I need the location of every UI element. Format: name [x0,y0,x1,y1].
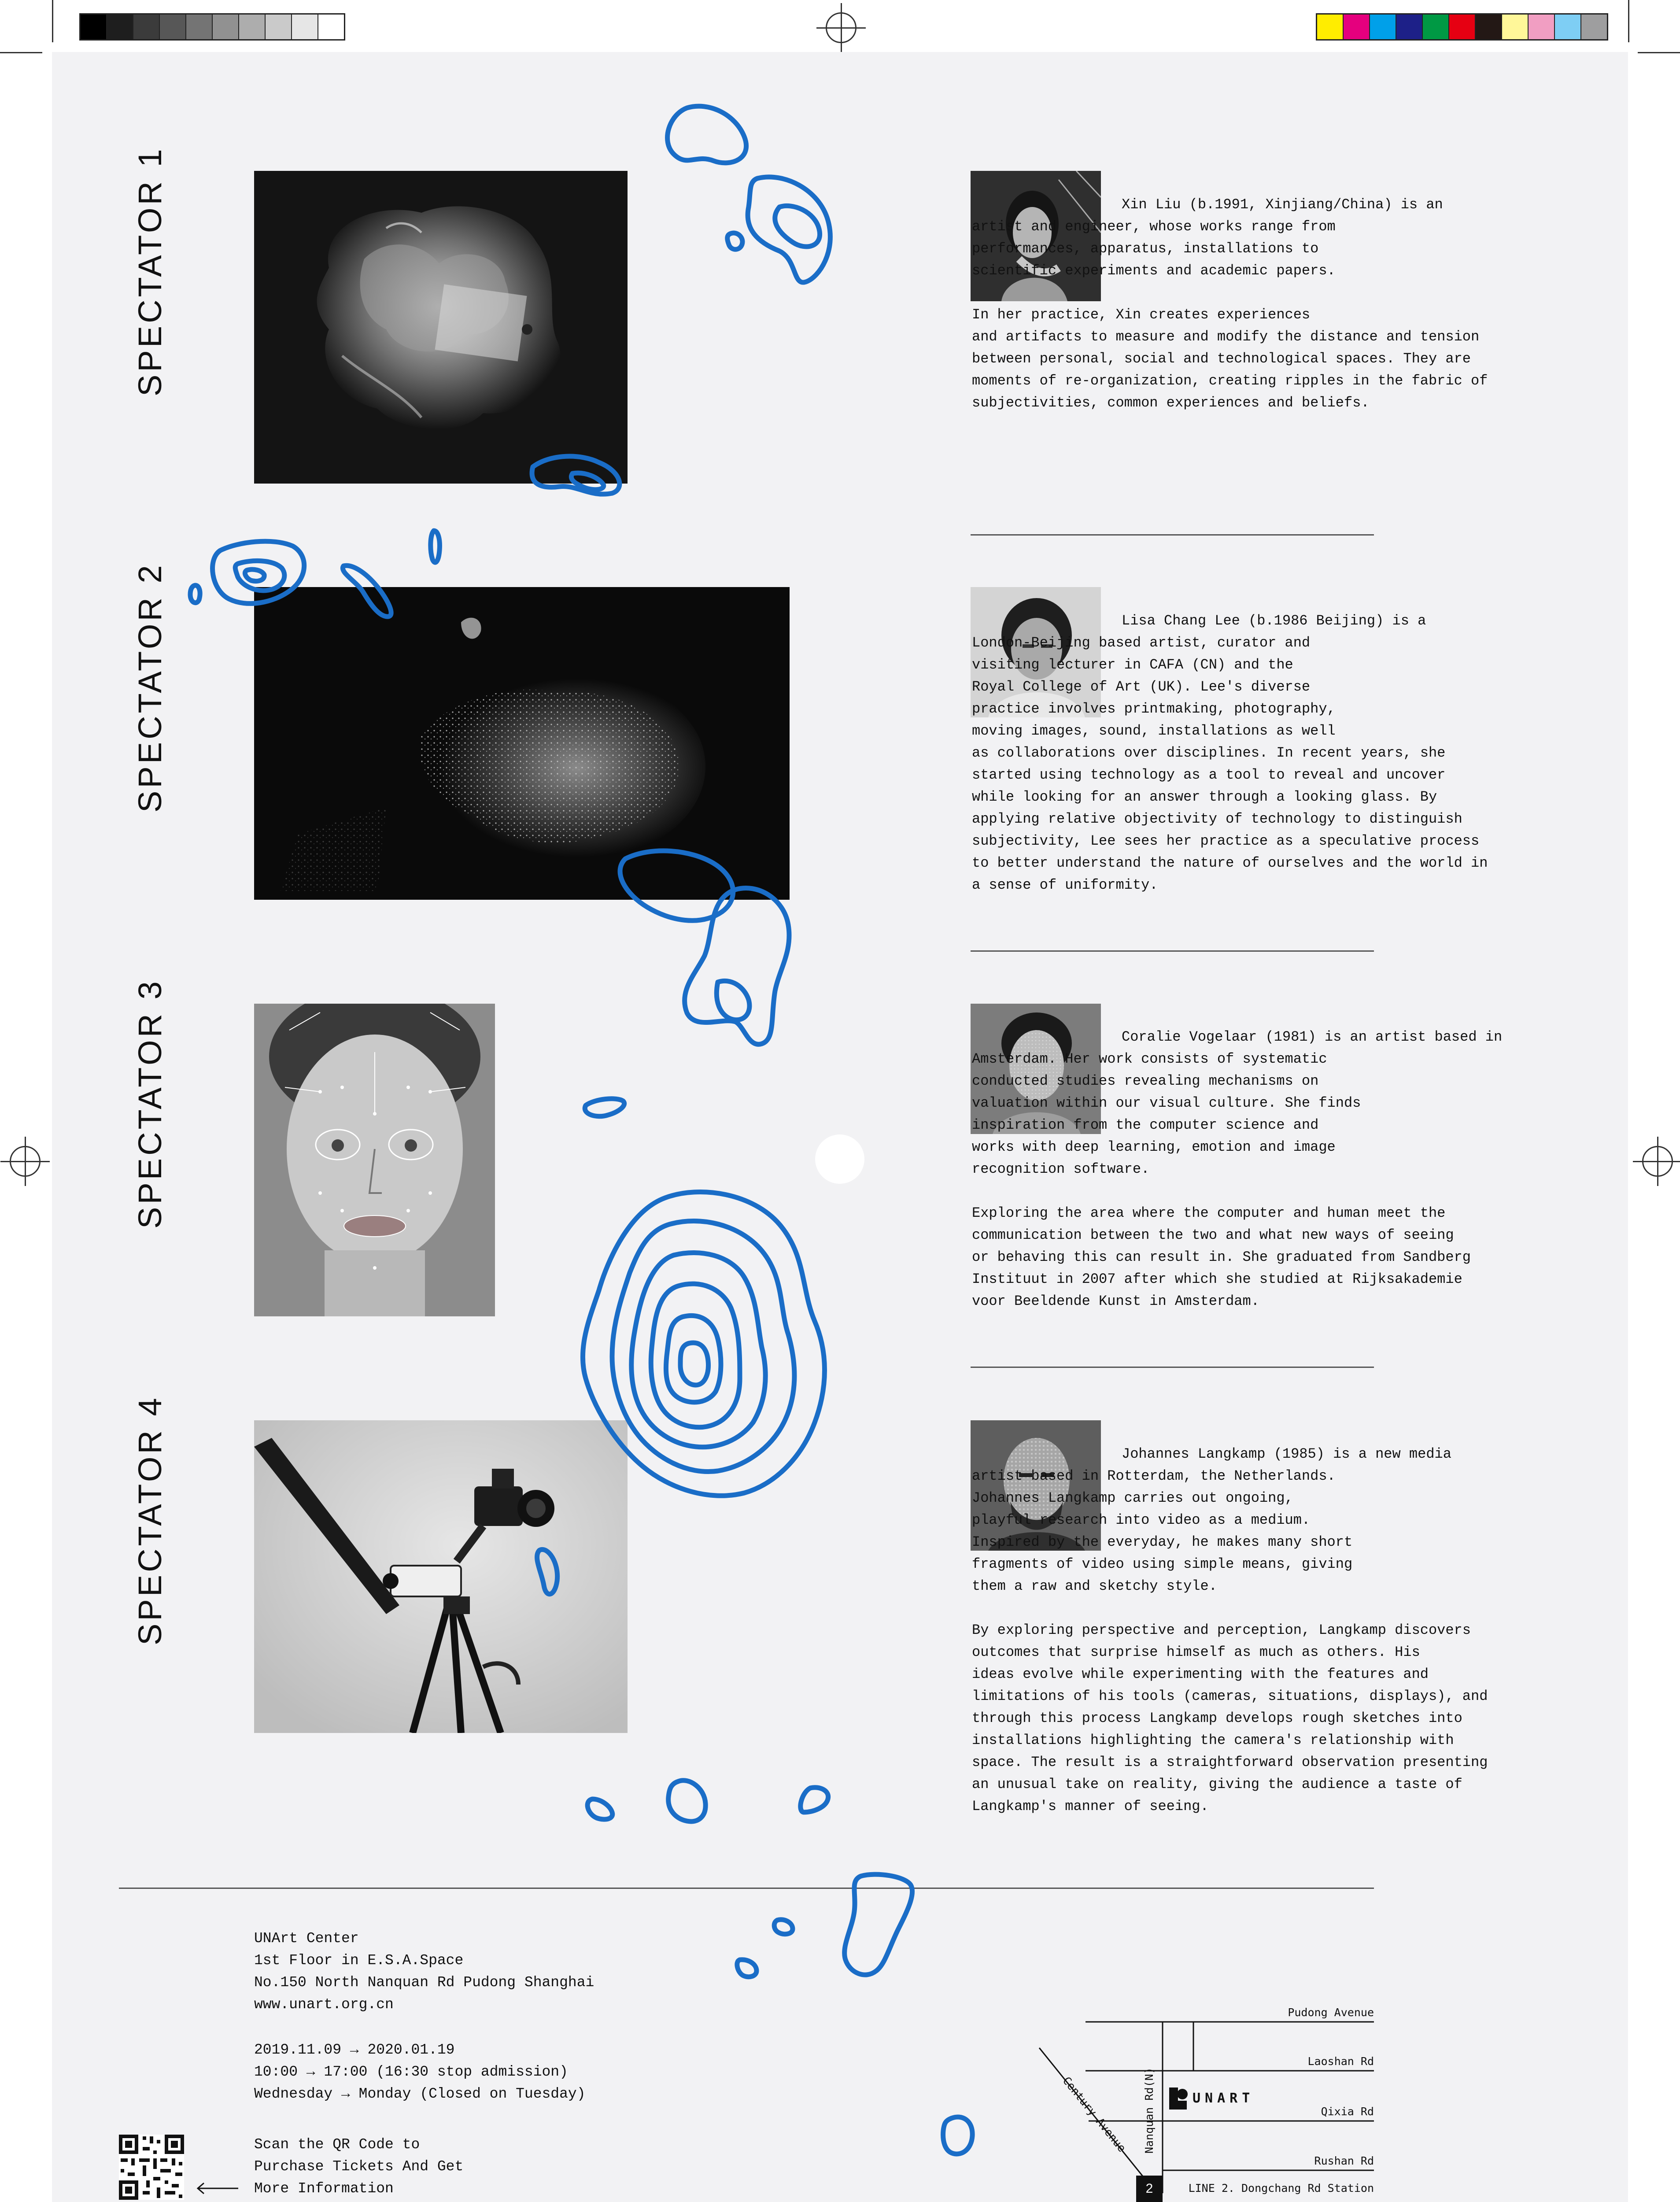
road-label-rushan: Rushan Rd [1314,2154,1374,2167]
road-label-pudong: Pudong Avenue [1288,2006,1374,2019]
spectator-1-bio: Xin Liu (b.1991, Xinjiang/China) is an artist and engineer, whose works range from performances, apparatus, installations to scientific experiments and academic papers. In her practice, Xin creates experiences and artifacts to measure and modify the distance and tension between personal, social and technological spaces. They are moments of re-organization, creating ripples in the fabric of subjectivities, common experiences and beliefs. [972,196,1488,411]
arrow-left-icon [196,2182,238,2195]
metro-station-label: LINE 2. Dongchang Rd Station [1188,2182,1374,2195]
crop-mark [1638,52,1680,53]
dark-landscape-photo [254,587,790,900]
qr-code-icon[interactable] [119,2135,184,2200]
road-label-nanquan: Nanquan Rd(N) [1143,2067,1156,2154]
process-color-bar [1316,13,1608,41]
section-divider [971,950,1374,952]
grayscale-color-bar [79,13,345,41]
location-map [1030,1999,1383,2202]
venue-address: UNArt Center 1st Floor in E.S.A.Space No.150 North Nanquan Rd Pudong Shanghai www.unart.org.cn [254,1930,594,2013]
spectator-2-bio: Lisa Chang Lee (b.1986 Beijing) is a London-Beijing based artist, curator and visiting lecturer in CAFA (CN) and the Royal College of Art (UK). Lee's diverse practice involves printmaking, photography, moving images, sound, installations as well as collaborations over disciplines. In recent years, she started using technology as a tool to reveal and uncover while looking for an answer through a looking glass. By applying relative objectivity of technology to distinguish subjectivity, Lee sees her practice as a speculative process to better understand the nature of ourselves and the world in a sense of uniformity. [972,613,1488,893]
spectator-4-label: SPECTATOR 4 [132,1395,168,1645]
road-label-qixia: Qixia Rd [1321,2105,1374,2118]
road-label-century: Century Avenue [1060,2074,1129,2155]
spectator-2-label: SPECTATOR 2 [132,562,168,813]
road-label-laoshan: Laoshan Rd [1307,2055,1374,2068]
crop-mark [1628,0,1629,42]
section-divider [971,1367,1374,1368]
decorative-dot [815,1134,864,1184]
crop-mark [0,52,42,53]
registration-mark-top [826,12,857,43]
registration-mark-right [1642,1146,1673,1177]
registration-mark-left [10,1146,41,1177]
exhibition-schedule: 2019.11.09 → 2020.01.19 10:00 → 17:00 (16:30 stop admission) Wednesday → Monday (Closed on Tuesday) [254,2042,586,2102]
qr-instructions: Scan the QR Code to Purchase Tickets And Get More Information [254,2136,464,2197]
glass-sculpture-photo [254,171,628,484]
metro-line-badge: 2 [1145,2181,1153,2196]
spectator-3-bio: Coralie Vogelaar (1981) is an artist based in Amsterdam. Her work consists of systematic conducted studies revealing mechanisms on valuation within our visual culture. She finds inspiration from the computer science and works with deep learning, emotion and image recognition software. Exploring the area where the computer and human meet the communication between the two and what new ways of seeing or behaving this can result in. She graduated from Sandberg Instituut in 2007 after which she studied at Rijksakademie voor Beeldende Kunst in Amsterdam. [972,1029,1503,1309]
spectator-3-label: SPECTATOR 3 [132,979,168,1229]
footer-divider [119,1888,1374,1889]
camera-rig-photo [254,1420,628,1733]
face-landmarks-photo [254,1004,495,1316]
spectator-4-bio: Johannes Langkamp (1985) is a new media artist based in Rotterdam, the Netherlands. Johannes Langkamp carries out ongoing, playful research into video as a medium. Inspired by the everyday, he makes many short fragments of video using simple means, giving them a raw and sketchy style. By exploring perspective and perception, Langkamp discovers outcomes that surprise himself as much as others. His ideas evolve while experimenting with the features and limitations of his tools (cameras, situations, displays), and through this process Langkamp develops rough sketches into installations highlighting the camera's relationship with space. The result is a straightforward observation presenting an unusual take on reality, giving the audience a taste of Langkamp's manner of seeing. [972,1446,1488,1814]
unart-logo-icon: UNART [1193,2091,1255,2106]
section-divider [971,534,1374,536]
spectator-1-label: SPECTATOR 1 [132,146,168,396]
crop-mark [52,0,53,42]
